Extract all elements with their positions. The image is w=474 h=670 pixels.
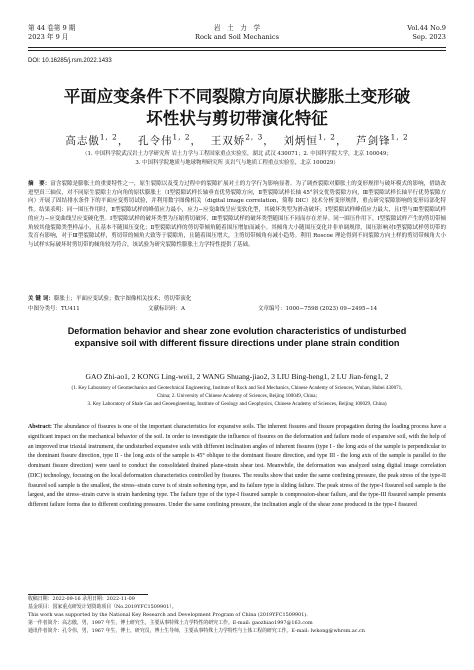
author-cn-name: 刘炳恒 — [283, 135, 318, 147]
author-cn — [138, 132, 191, 147]
header-rule-thick — [28, 47, 446, 48]
author-cn-name: 孔令伟 — [138, 135, 173, 147]
footnote-fund-en: This work was supported by the National Key Research and Development Program of China (2019YFC1509901). — [28, 611, 308, 618]
affiliation-en-line: 3. Key Laboratory of Shale Gas and Geoengineering, Institute of Geology and Geophysics, Chinese Academy of Sciences, Beijing 100029, China) — [87, 401, 387, 408]
author-cn-name: 王双娇 — [210, 135, 246, 147]
author-cn-name: 高志傲 — [65, 135, 100, 147]
author-cn-affil: 1, 2 — [99, 132, 118, 142]
journal-name-cn: 岩 土 力 学 — [213, 24, 261, 32]
header-vol-no: Vol.44 No.9 — [407, 24, 446, 32]
authors-en: GAO Zhi-ao1, 2 KONG Ling-wei1, 2 WANG Shuang-jiao2, 3 LIU Bing-heng1, 2 LU Jian-feng1, 2 — [85, 372, 389, 381]
author-cn-affil: 1, 2 — [172, 132, 191, 142]
keywords-cn — [28, 295, 446, 304]
classification-cn — [28, 305, 446, 314]
authors-cn: 高志傲$^{1, 2}$， 孔令伟$^{1, 2}$， 王双娇$^{2, 3}$， 刘炳恒$^{1, 2}$， 芦剑锋$^{1, 2}$ — [65, 132, 409, 147]
author-cn-affil: 2, 3 — [245, 132, 264, 142]
document-code: 文献标识码：A — [148, 306, 185, 312]
affiliations-cn — [28, 150, 446, 167]
footnote-rule — [28, 594, 148, 595]
abstract-cn — [28, 180, 446, 250]
footnote-fund-cn: 基金项目：国家重点研发计划资助项目（No.2019YFC1509901）。 — [28, 603, 177, 610]
affiliation-cn-line: （1. 中国科学院武汉岩土力学研究所 岩土力学与工程国家重点实验室，湖北 武汉 430071；2. 中国科学院大学，北京 100049； — [82, 151, 392, 157]
keywords-cn-label: 关 键 词： — [28, 296, 54, 302]
footnote-first-author: 第一作者简介：高志傲，男，1997 年生，博士研究生，主要从事特殊土力学特性的研究工作。E-mail: gaozhiao1997@163.com — [28, 619, 313, 626]
author-cn-affil: 1, 2 — [317, 132, 336, 142]
header-date-en: Sep. 2023 — [412, 33, 446, 41]
author-cn — [210, 132, 264, 147]
author-cn — [283, 132, 336, 147]
affiliations-en — [28, 384, 446, 409]
doi[interactable]: DOI: 10.16285/j.rsm.2022.1433 — [28, 58, 112, 64]
title-en — [28, 325, 446, 349]
journal-name-en: Rock and Soil Mechanics — [195, 33, 279, 41]
header-volume-en — [407, 24, 446, 42]
header-volume-issue: 第 44 卷第 9 期 — [28, 24, 76, 32]
abstract-en-text: The abundance of fissures is one of the important characteristics for expansive soils. The inherent fissures and fissure propagation during the loading process have a significant impact on the mechanical behavior of the soil. In order to investigate the influence of fissures on the deformation and failure mode of expansive soil, with the help of an improved true triaxial instrument, the undisturbed expansive soils with different inclination angles of inherent fissures (type I - the long axis of the sample is perpendicular to the dominant fissure direction, type II - the long axis of the sample is 45° oblique to the dominant fissure direction, and type III - the long axis of the sample is parallel to the dominant fissure direction) were used to conduct the consolidated drained plane-strain shear test. Meanwhile, the deformation was analyzed using digital image correlation (DIC) technology, focusing on the local deformation characteristics controlled by fissures. The results show that under the same confining pressure, the peak stress of the type-II fissured soil sample is the smallest, the stress–strain curve is of strain softening type, and its failure type is sliding failure. The peak stress of the type-I fissured soil sample is the largest, and the stress–strain curve is strain hardening type. The failure type of the type-I fissured sample is compression-shear failure, and the type-III fissured sample presents different failure forms due to different confining pressures. Under the same confining pressure, the inclination angle of the shear zone produced in the type-I fissured — [28, 424, 446, 508]
footnotes — [28, 596, 446, 636]
abstract-en — [28, 423, 446, 511]
affiliation-en-line: China; 2. University of Chinese Academy of Sciences, Beijing 100049, China; — [156, 393, 317, 400]
author-cn-name: 芦剑锋 — [356, 135, 391, 147]
clc-number: 中图分类号：TU411 — [28, 306, 80, 312]
title-en-line1: Deformation behavior and shear zone evolution characteristics of undisturbed — [67, 326, 407, 336]
affiliation-cn-line: 3. 中国科学院地质与地球物理研究所 页岩气与地质工程重点实验室，北京 100029） — [135, 159, 339, 166]
abstract-cn-label: 摘 要： — [28, 181, 51, 187]
header-rule-thin — [28, 50, 446, 51]
header-journal — [28, 24, 446, 42]
author-cn — [65, 132, 118, 147]
footnote-dates: 收稿日期：2022-09-16 录用日期：2022-11-09 — [28, 596, 135, 602]
title-en-line2: expansive soil with different fissure directions under plane strain condition — [74, 338, 400, 348]
abstract-cn-text: 富含裂隙是膨胀土的重要特性之一，原生裂隙以及受力过程中的裂隙扩展对土的力学行为影响显著。为了调查裂隙对膨胀土的变形规律与破坏模式的影响，借助改进型真三轴仪，对不同原生裂隙主方向角的原状膨胀土（Ⅰ型裂隙试样长轴垂直优势裂隙方向，Ⅱ型裂隙试样长轴 45°斜交优势裂隙方向，Ⅲ型裂隙试样长轴平行优势裂隙方向）开展了固结排水条件下的平面应变剪切试验，并利用数字图像相关（digital image correlation，简称 DIC）技术分析变形规律，重点研究裂隙影响的变形局部化特性。结果表明：同一围压作用时，Ⅱ型裂隙试样的峰值应力最小，应力−应变曲线呈应变软化型，其破坏类型为滑动破坏；Ⅰ型裂隙试样峰值应力最大，且Ⅰ型与Ⅲ型裂隙试样的应力−应变曲线呈应变硬化型。Ⅰ型裂隙试样的破坏类型为压缩剪切破坏，Ⅲ型裂隙试样的破坏类型随围压不同而存在差异。同一围压作用下，Ⅰ型裂隙试样产生的剪切带倾角较其他裂隙类型样品小，且基本不随围压变化；Ⅱ型裂隙试样的剪切带倾角随着围压增加而减小。其倾角大小随围压变化并非单调规律，围压影响对Ⅰ型裂隙试样剪切带的发育有影响，对于Ⅲ型裂隙试样，剪切带的倾角大致等于裂隙角，且随着围压增大，主剪切带倾角有减小趋势。利用 Roscoe 理论得到不同裂隙方向土样的剪切带倾角大小与试样实际破坏时剪切带的倾角较为符合，该试验为研究裂隙性膨胀土力学特性提供了基础。 — [28, 181, 446, 248]
header-date-cn: 2023 年 9 月 — [28, 33, 69, 41]
footnote-corresponding-author: 通讯作者简介：孔令伟，男，1967 年生，博士，研究员，博士生导师，主要从事特殊土力学特性与土体工程的研究工作。E-mail: lwkong@whrsm.ac.cn — [28, 627, 365, 634]
title-cn-line1: 平面应变条件下不同裂隙方向原状膨胀土变形破 — [63, 87, 411, 106]
title-cn — [28, 86, 446, 130]
article-number: 文章编号：1000−7598 (2023) 09−2495−14 — [258, 306, 378, 312]
affiliation-en-line: (1. Key Laboratory of Geomechanics and Geotechnical Engineering, Institute of Rock and Soil Mechanics, Chinese Academy of Sciences, Wuhan, Hubei 430071, — [71, 385, 403, 391]
title-cn-line2: 坏性状与剪切带演化特征 — [146, 109, 328, 128]
keywords-cn-text: 膨胀土；平面应变试验；数字图像相关技术；剪切带演化 — [53, 296, 192, 302]
author-cn — [356, 132, 409, 147]
abstract-en-label: Abstract: — [28, 424, 52, 430]
author-cn-affil: 1, 2 — [390, 132, 409, 142]
